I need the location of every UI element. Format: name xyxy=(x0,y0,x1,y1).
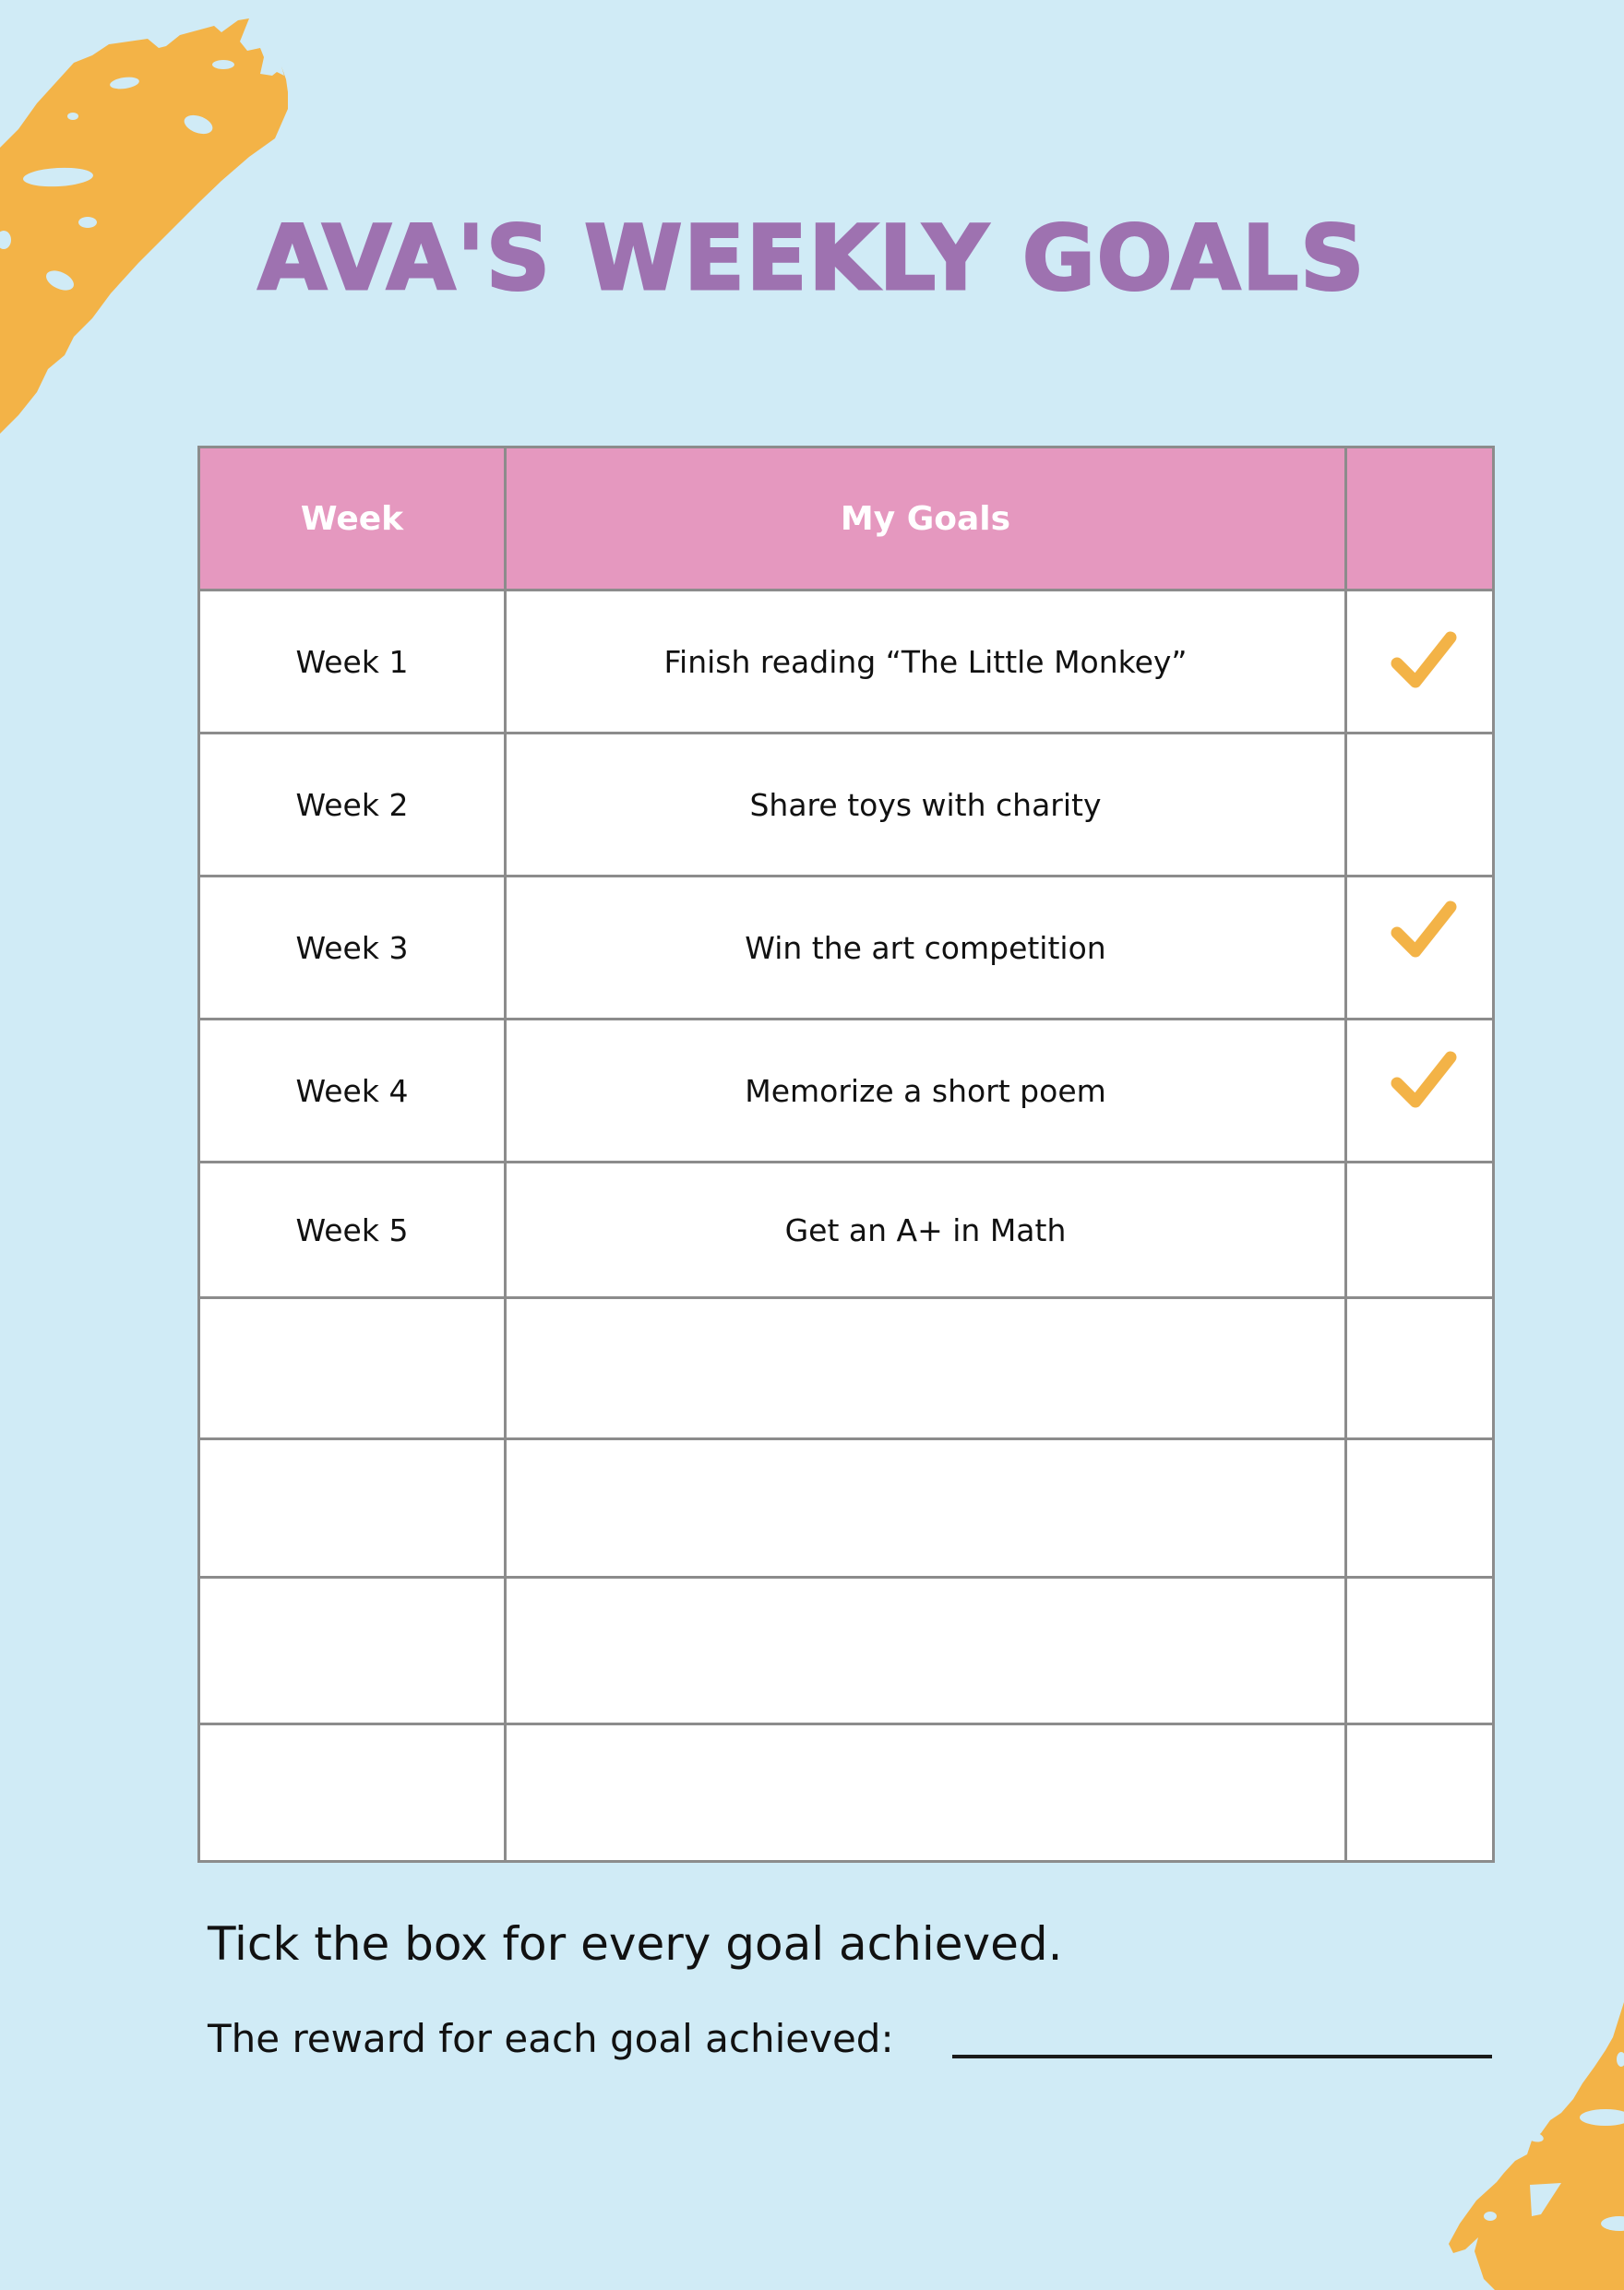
goal-cell[interactable]: Finish reading “The Little Monkey” xyxy=(506,590,1346,734)
table-row xyxy=(199,590,1494,734)
week-cell: Week 1 xyxy=(199,590,506,734)
instruction-text: Tick the box for every goal achieved. xyxy=(208,1917,1063,1971)
checkmark-icon xyxy=(1388,628,1462,702)
goal-cell[interactable] xyxy=(506,1298,1346,1439)
achieved-checkbox[interactable] xyxy=(1346,1298,1494,1439)
table-row xyxy=(199,1163,1494,1298)
achieved-checkbox[interactable] xyxy=(1346,590,1494,734)
achieved-checkbox[interactable] xyxy=(1346,1439,1494,1578)
page-title: AVA'S WEEKLY GOALS xyxy=(257,207,1367,310)
table-row xyxy=(199,1020,1494,1163)
achieved-checkbox[interactable] xyxy=(1346,1724,1494,1862)
week-cell: Week 2 xyxy=(199,734,506,877)
table-header-row xyxy=(199,447,1494,590)
table-row xyxy=(199,734,1494,877)
paint-splash-bottom-right-icon xyxy=(1412,2002,1624,2290)
goal-cell[interactable]: Get an A+ in Math xyxy=(506,1163,1346,1298)
week-cell: Week 5 xyxy=(199,1163,506,1298)
table-row xyxy=(199,877,1494,1020)
checkmark-icon xyxy=(1388,898,1462,972)
checkmark-icon xyxy=(1388,1048,1462,1122)
header-my-goals: My Goals xyxy=(506,447,1346,590)
achieved-checkbox[interactable] xyxy=(1346,1020,1494,1163)
week-cell[interactable] xyxy=(199,1298,506,1439)
header-week: Week xyxy=(199,447,506,590)
table-row xyxy=(199,1298,1494,1439)
week-cell: Week 4 xyxy=(199,1020,506,1163)
goal-cell[interactable]: Memorize a short poem xyxy=(506,1020,1346,1163)
week-cell[interactable] xyxy=(199,1724,506,1862)
header-checkbox xyxy=(1346,447,1494,590)
table-row xyxy=(199,1439,1494,1578)
week-cell[interactable] xyxy=(199,1439,506,1578)
goal-cell[interactable]: Share toys with charity xyxy=(506,734,1346,877)
reward-label: The reward for each goal achieved: xyxy=(208,2016,894,2061)
achieved-checkbox[interactable] xyxy=(1346,877,1494,1020)
achieved-checkbox[interactable] xyxy=(1346,734,1494,877)
goal-cell[interactable] xyxy=(506,1439,1346,1578)
goal-cell[interactable] xyxy=(506,1724,1346,1862)
table-row xyxy=(199,1578,1494,1724)
goal-cell[interactable] xyxy=(506,1578,1346,1724)
goal-cell[interactable]: Win the art competition xyxy=(506,877,1346,1020)
achieved-checkbox[interactable] xyxy=(1346,1578,1494,1724)
reward-input-line[interactable] xyxy=(952,2055,1492,2058)
table-row xyxy=(199,1724,1494,1862)
goals-table xyxy=(197,446,1495,1863)
achieved-checkbox[interactable] xyxy=(1346,1163,1494,1298)
week-cell[interactable] xyxy=(199,1578,506,1724)
week-cell: Week 3 xyxy=(199,877,506,1020)
splash-shape xyxy=(1449,2002,1624,2290)
